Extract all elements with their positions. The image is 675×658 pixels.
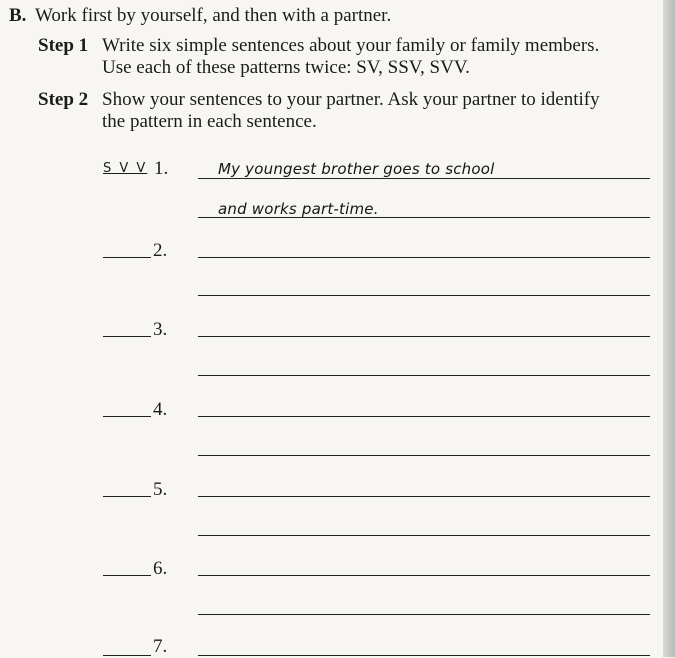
item-number-2: 2.: [153, 240, 168, 261]
item-number-3: 3.: [153, 319, 168, 340]
pattern-blank-3[interactable]: [103, 336, 151, 337]
example-pattern-label: S V V: [103, 161, 148, 176]
pattern-blank-4[interactable]: [103, 416, 151, 417]
pattern-blank-5[interactable]: [103, 496, 151, 497]
item-number-1: 1.: [154, 158, 169, 179]
answer-line-4b[interactable]: [198, 455, 650, 456]
section-heading: [9, 5, 391, 27]
step-2-label: Step 2: [38, 89, 89, 110]
example-answer-line-1: My youngest brother goes to school: [218, 160, 495, 178]
answer-line-1b[interactable]: [198, 217, 650, 218]
item-number-4: 4.: [153, 399, 168, 420]
step-2-line-1: Show your sentences to your partner. Ask your partner to identify: [102, 89, 600, 110]
pattern-blank-2[interactable]: [103, 257, 151, 258]
answer-line-3b[interactable]: [198, 375, 650, 376]
step-2-line-2: the pattern in each sentence.: [102, 111, 317, 132]
answer-line-5b[interactable]: [198, 535, 650, 536]
answer-line-6b[interactable]: [198, 614, 650, 615]
item-number-7: 7.: [153, 636, 168, 657]
example-answer-line-2: and works part-time.: [218, 200, 379, 218]
pattern-blank-6[interactable]: [103, 575, 151, 576]
item-number-5: 5.: [153, 479, 168, 500]
answer-line-3a[interactable]: [198, 336, 650, 337]
answer-line-2a[interactable]: [198, 257, 650, 258]
page-edge: [663, 0, 675, 657]
step-1-line-2: Use each of these patterns twice: SV, SSV, SVV.: [102, 57, 470, 78]
answer-line-2b[interactable]: [198, 295, 650, 296]
step-1-label: Step 1: [38, 35, 89, 56]
section-letter: B.: [9, 5, 27, 26]
answer-line-4a[interactable]: [198, 416, 650, 417]
answer-line-1a[interactable]: [198, 178, 650, 179]
item-number-6: 6.: [153, 558, 168, 579]
step-1-line-1: Write six simple sentences about your family or family members.: [102, 35, 600, 56]
answer-line-7a[interactable]: [198, 655, 650, 656]
answer-line-6a[interactable]: [198, 575, 650, 576]
section-instruction: Work first by yourself, and then with a partner.: [35, 5, 392, 26]
answer-line-5a[interactable]: [198, 496, 650, 497]
pattern-blank-7[interactable]: [103, 655, 151, 656]
